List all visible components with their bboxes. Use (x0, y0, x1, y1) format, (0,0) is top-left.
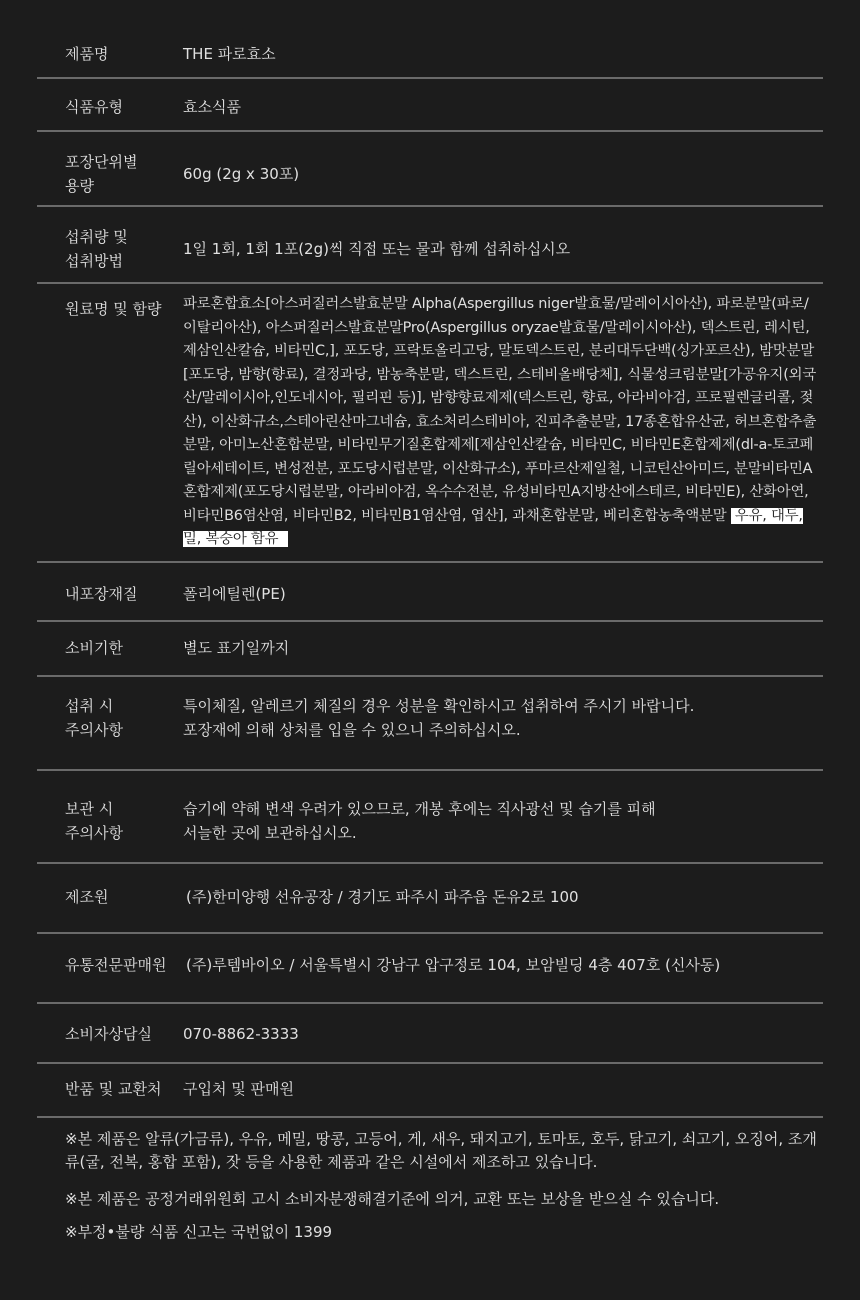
notice-exchange-policy: ※본 제품은 공정거래위원회 고시 소비자분쟁해결기준에 의거, 교환 또는 보상을 받으실 수 있습니다. (65, 1190, 720, 1208)
row-value: 폴리에틸렌(PE) (183, 585, 286, 603)
row-value: 습기에 약해 변색 우려가 있으므로, 개봉 후에는 직사광선 및 습기를 피해 서늘한 곳에 보관하십시오. (183, 800, 656, 842)
allergen-highlight: 우유, 대두, 밀, 복숭아 함유 (183, 507, 803, 547)
row-label: 제조원 (65, 888, 109, 906)
row-value: 60g (2g x 30포) (183, 165, 300, 183)
product-info-table (37, 25, 823, 1118)
row-label: 소비기한 (65, 639, 123, 657)
notice-allergen-facility: ※본 제품은 알류(가금류), 우유, 메밀, 땅콩, 고등어, 게, 새우, 돼지고기, 토마토, 호두, 닭고기, 쇠고기, 오징어, 조개류(굴, 전복, 홍합 포함), 잣 등을 사용한 제품과 같은 시설에서 제조하고 있습니다. (65, 1130, 817, 1171)
row-inner-packaging (37, 563, 823, 622)
row-label: 섭취 시 주의사항 (65, 697, 123, 739)
row-value: 070-8862-3333 (183, 1025, 299, 1043)
row-value: 구입처 및 판매원 (183, 1080, 294, 1098)
row-value: (주)한미양행 선유공장 / 경기도 파주시 파주읍 돈유2로 100 (186, 888, 579, 906)
row-ingredients (37, 284, 823, 563)
row-label: 보관 시 주의사항 (65, 800, 123, 842)
row-intake-caution (37, 677, 823, 771)
row-label: 소비자상담실 (65, 1025, 152, 1043)
row-manufacturer (37, 864, 823, 934)
row-label: 내포장재질 (65, 585, 138, 603)
row-value (183, 293, 823, 561)
row-consumer-center (37, 1004, 823, 1064)
row-label: 유통전문판매원 (65, 956, 167, 974)
row-label: 포장단위별 용량 (65, 153, 138, 195)
row-return-exchange (37, 1064, 823, 1118)
row-storage-caution (37, 771, 823, 864)
row-intake-method (37, 207, 823, 284)
row-food-type (37, 79, 823, 132)
row-value: (주)루템바이오 / 서울특별시 강남구 압구정로 104, 보암빌딩 4층 407호 (신사동) (186, 956, 721, 974)
row-label: 반품 및 교환처 (65, 1080, 162, 1098)
row-product-name (37, 25, 823, 79)
row-value: 1일 1회, 1회 1포(2g)씩 직접 또는 물과 함께 섭취하십시오 (183, 240, 571, 258)
row-distributor (37, 934, 823, 1004)
row-value: 특이체질, 알레르기 체질의 경우 성분을 확인하시고 섭취하여 주시기 바랍니다. 포장재에 의해 상처를 입을 수 있으니 주의하십시오. (183, 697, 695, 739)
row-value: 별도 표기일까지 (183, 639, 290, 657)
row-expiry (37, 622, 823, 677)
row-label: 제품명 (65, 45, 109, 63)
row-value: THE 파로효소 (183, 45, 276, 63)
row-label: 섭취량 및 섭취방법 (65, 228, 128, 270)
row-label: 원료명 및 함량 (65, 300, 162, 318)
ingredients-text: 파로혼합효소[아스퍼질러스발효분말 Alpha(Aspergillus niger발효물/말레이시아산), 파로분말(파로/이탈리아산), 아스퍼질러스발효분말Pro(Aspergillus oryzae발효물/말레이시아산), 덱스트린, 레시틴,제삼인산칼슘, 비타민C,], 포도당, 프락토올리고당, 말토덱스트린, 분리대두단백(싱가포르산), 밤맛분말[포도당, 밤향(향료), 결정과당, 밤농축분말, 덱스트린, 스테비올배당체], 식물성크림분말[가공유지(외국산/말레이시아,인도네시아, 필리핀 등)], 밤향향료제제(덱스트린, 향료, 아라비아검, 프로필렌글리콜, 젖산), 이산화규소,스테아린산마그네슘, 효소처리스테비아, 진피추출분말, 17종혼합유산균, 허브혼합추출분말, 아미노산혼합분말, 비타민무기질혼합제제[제삼인산칼슘, 비타민C, 비타민E혼합제제(dl-a-토코페릴아세테이트, 변성전분, 포도당시럽분말, 이산화규소), 푸마르산제일철, 니코틴산아미드, 분말비타민A혼합제제(포도당시럽분말, 아라비아검, 옥수수전분, 유성비타민A지방산에스테르, 비타민E), 산화아연, 비타민B6염산염, 비타민B2, 비타민B1염산염, 엽산], 과채혼합분말, 베리혼합농축액분말 (183, 296, 817, 524)
notice-report-hotline: ※부정•불량 식품 신고는 국번없이 1399 (65, 1223, 333, 1241)
row-package-volume (37, 132, 823, 207)
row-value: 효소식품 (183, 98, 241, 116)
row-label: 식품유형 (65, 98, 123, 116)
notice-section (65, 1128, 825, 1244)
